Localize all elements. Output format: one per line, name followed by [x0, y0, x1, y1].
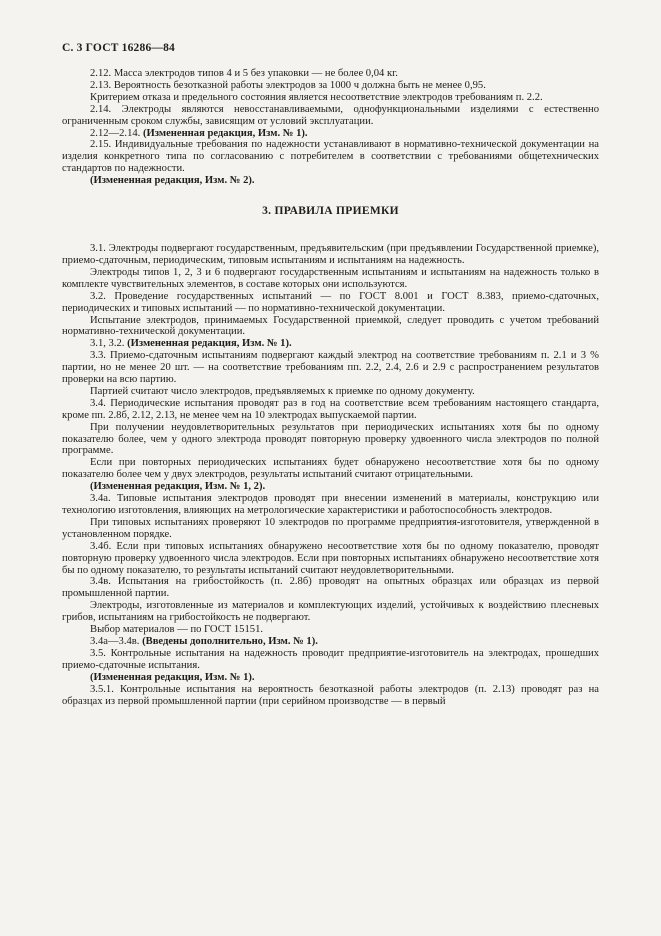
paragraph: Испытание электродов, принимаемых Государственной приемкой, следует проводить с учетом требований нормативно-технической документации. [62, 314, 599, 338]
paragraph: 2.15. Индивидуальные требования по надежности устанавливают в нормативно-технической документации на изделия конкретного типа по согласованию с потребителем в соответствии с требованиями общетехнических стандартов по надежности. [62, 139, 599, 175]
paragraph-number: 3.1, 3.2. [90, 338, 125, 350]
paragraph: (Измененная редакция, Изм. № 2). [90, 175, 255, 187]
paragraph: 3.3. Приемо-сдаточным испытаниям подвергают каждый электрод на соответствие требованиям п. 2.1 и 3 % партии, но не менее 20 шт. — на соответствие требованиям пп. 2.2, 2.4, 2.6 и 2.9 с распространением результатов проверки на всю партию. [62, 350, 599, 386]
paragraph: (Измененная редакция, Изм. № 1, 2). [90, 481, 266, 493]
paragraph [62, 128, 599, 140]
requirements-section [62, 68, 599, 187]
paragraph: 3.1. Электроды подвергают государственным, предъявительским (при предъявлении Государственной приемке), приемо-сдаточным, периодическим, типовым испытаниям и испытаниям на надежность. [62, 243, 599, 266]
paragraph: 3.4б. Если при типовых испытаниях обнаружено несоответствие хотя бы по одному показателю, проводят повторную проверку удвоенного числа электродов. Если при повторных испытаниях обнаружено несоответствие хотя бы по одному показателю, то результаты испытаний считают неудовлетворительными. [62, 540, 599, 576]
paragraph [62, 636, 599, 648]
paragraph: При типовых испытаниях проверяют 10 электродов по программе предприятия-изготовителя, утвержденной в установленном порядке. [62, 516, 599, 540]
paragraph [62, 338, 599, 350]
paragraph: 3.2. Проведение государственных испытаний — по ГОСТ 8.001 и ГОСТ 8.383, приемо-сдаточных, периодических и типовых испытаний — по нормативно-технической документации. [62, 290, 599, 314]
paragraph: 3.4в. Испытания на грибостойкость (п. 2.8б) проводят на опытных образцах или образцах из первой промышленной партии. [62, 576, 599, 600]
acceptance-rules-section [62, 243, 599, 707]
amendment-note: (Измененная редакция, Изм. № 1). [127, 338, 292, 350]
paragraph: 3.4. Периодические испытания проводят раз в год на соответствие всем требованиям настоящего стандарта, кроме пп. 2.8б, 2.12, 2.13, не менее чем на 10 электродах выпускаемой партии. [62, 397, 599, 421]
paragraph: 2.12. Масса электродов типов 4 и 5 без упаковки — не более 0,04 кг. [90, 68, 398, 79]
amendment-note: (Измененная редакция, Изм. № 1). [142, 127, 308, 139]
section-title: 3. ПРАВИЛА ПРИЕМКИ [262, 205, 399, 218]
paragraph: 2.13. Вероятность безотказной работы электродов за 1000 ч должна быть не менее 0,95. [90, 79, 486, 91]
paragraph: Критерием отказа и предельного состояния является несоответствие электродов требованиям п. 2.2. [90, 91, 543, 103]
paragraph: При получении неудовлетворительных результатов при периодических испытаниях хотя бы по одному показателю более, чем у одного электрода проводят повторную проверку удвоенного числа электродов по полной программе. [62, 421, 599, 457]
paragraph: Партией считают число электродов, предъявляемых к приемке по одному документу. [90, 385, 475, 397]
paragraph: 3.4а. Типовые испытания электродов проводят при внесении изменений в материалы, конструкцию или технологию изготовления, влияющих на метрологические характеристики и работоспособность электродов. [62, 493, 599, 516]
paragraph: 2.14. Электроды являются невосстанавливаемыми, однофункциональными изделиями с естественно ограниченным сроком службы, зависящим от условий эксплуатации. [62, 103, 599, 127]
paragraph: Если при повторных периодических испытаниях будет обнаружено несоответствие хотя бы по одному показателю более чем у двух электродов, результаты испытаний считают отрицательными. [62, 457, 599, 481]
amendment-note: (Введены дополнительно, Изм. № 1). [142, 635, 318, 647]
page-header: С. 3 ГОСТ 16286—84 [62, 42, 175, 54]
paragraph: (Измененная редакция, Изм. № 1). [90, 671, 255, 683]
paragraph-number: 3.4а—3.4в. [90, 635, 140, 647]
paragraph: 3.5. Контрольные испытания на надежность проводит предприятие-изготовитель на электродах, прошедших приемо-сдаточные испытания. [62, 647, 599, 671]
paragraph-number: 2.12—2.14. [90, 127, 141, 139]
paragraph: Электроды, изготовленные из материалов и комплектующих изделий, устойчивых к воздействию плесневых грибов, испытаниям на грибостойкость не подвергают. [62, 600, 599, 624]
paragraph: Выбор материалов — по ГОСТ 15151. [90, 624, 264, 636]
paragraph: Электроды типов 1, 2, 3 и 6 подвергают государственным испытаниям и испытаниям на надежность только в комплекте чувствительных элементов, в составе которых они используются. [62, 266, 599, 290]
paragraph: 3.5.1. Контрольные испытания на вероятность безотказной работы электродов (п. 2.13) проводят раз на образцах из первой промышленной партии (при серийном производстве — в первый [62, 683, 599, 707]
